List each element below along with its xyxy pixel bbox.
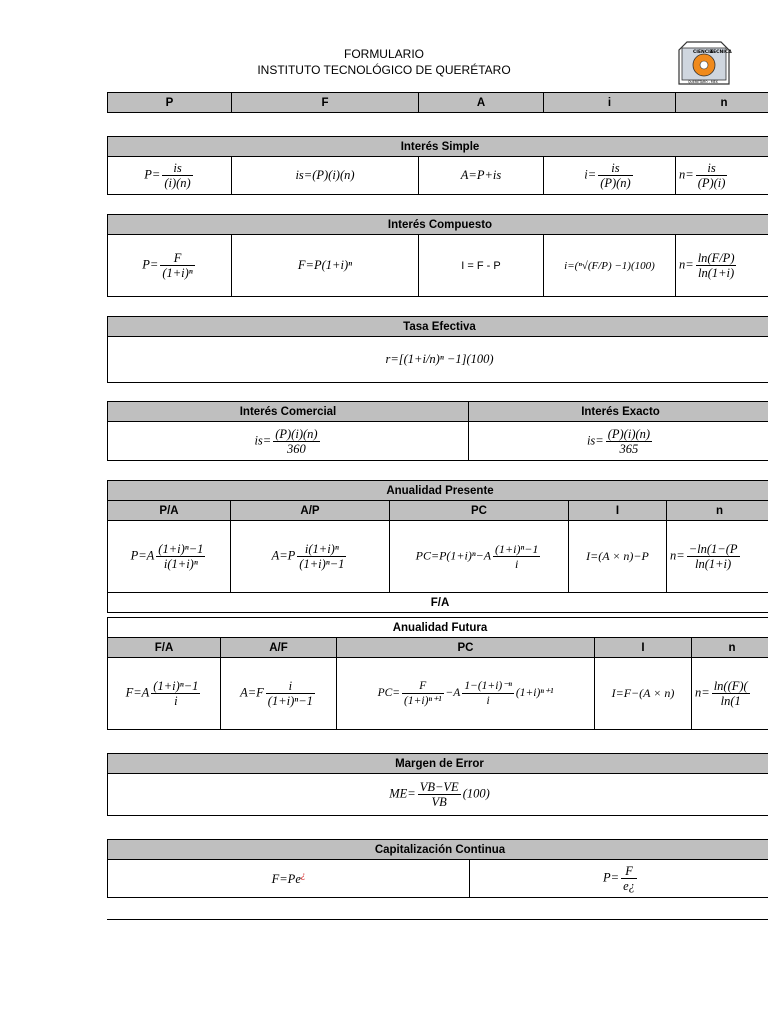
- anualidad-futura-table: [107, 617, 768, 730]
- interes-compuesto-title: Interés Compuesto: [108, 215, 768, 235]
- var-n: n: [676, 93, 768, 113]
- margen-error-title: Margen de Error: [108, 754, 768, 774]
- capitalizacion-title: Capitalización Continua: [108, 840, 768, 860]
- comercial-formula: is= $\frac{(P)(i)(n)}{360}$: [108, 422, 469, 461]
- ap-col-ap: A/P: [231, 501, 390, 521]
- ap-n-formula: n= $\frac{-\ln(1-(P}{\ln(1+i)}$: [667, 521, 768, 593]
- header-line1: FORMULARIO: [343, 47, 424, 61]
- tasa-efectiva-title: Tasa Efectiva: [108, 317, 768, 337]
- ap-col-pc: PC: [390, 501, 569, 521]
- fa-label: F/A: [108, 593, 768, 613]
- anualidad-futura-title: Anualidad Futura: [108, 618, 768, 638]
- simple-p-formula: P= $\frac{is}{(i)(n)}$: [108, 157, 232, 195]
- header-line2: INSTITUTO TECNOLÓGICO DE QUERÉTARO: [257, 63, 511, 77]
- margen-error-formula: ME= $\frac{VB-VE}{VB}$ (100): [108, 774, 768, 816]
- simple-a-formula: A=P+is: [419, 157, 544, 195]
- simple-i-formula: i= $\frac{is}{(P)(n)}$: [544, 157, 676, 195]
- interes-exacto-title: Interés Exacto: [469, 402, 768, 422]
- var-p: P: [108, 93, 232, 113]
- ap-col-n: n: [667, 501, 768, 521]
- capitalizacion-table: [107, 839, 768, 898]
- af-n-formula: n= $\frac{\ln((F)(}{\ln(1}$: [692, 658, 768, 730]
- footer-rule: [107, 919, 768, 920]
- compuesto-interest-formula: I = F - P: [419, 235, 544, 297]
- anualidad-presente-title: Anualidad Presente: [108, 481, 768, 501]
- interes-compuesto-table: [107, 214, 768, 297]
- compuesto-i-formula: i=(ⁿ√(F/P) −1)(100): [544, 235, 676, 297]
- af-af-formula: A=F $\frac{i}{\text{(1+i)ⁿ−1}}$: [221, 658, 337, 730]
- af-col-i: I: [595, 638, 692, 658]
- interes-comercial-title: Interés Comercial: [108, 402, 469, 422]
- var-i: i: [544, 93, 676, 113]
- comercial-exacto-table: [107, 401, 768, 461]
- af-i-formula: I=F−(A × n): [595, 658, 692, 730]
- interes-simple-table: [107, 136, 768, 195]
- tasa-efectiva-table: [107, 316, 768, 383]
- af-col-n: n: [692, 638, 768, 658]
- anualidad-presente-table: [107, 480, 768, 613]
- af-col-fa: F/A: [108, 638, 221, 658]
- institute-logo: [673, 40, 735, 90]
- ap-col-i: I: [569, 501, 667, 521]
- ap-pa-formula: P=A $\frac{\text{(1+i)ⁿ−1}}{\text{i(1+i)ⁿ}}$: [108, 521, 231, 593]
- capitalizacion-p-formula: P= $\frac{F}{e¿}$: [470, 860, 768, 898]
- af-pc-formula: PC= $\frac{F}{\text{(1+i)ⁿ⁺¹}}$ −A $\frac{\text{1−(1+i)⁻ⁿ}}{i}$ (1+i)ⁿ⁺¹: [337, 658, 595, 730]
- ap-col-pa: P/A: [108, 501, 231, 521]
- tasa-efectiva-formula: r=[(1+i/n)ⁿ −1](100): [108, 337, 768, 383]
- ap-i-formula: I=(A × n)−P: [569, 521, 667, 593]
- compuesto-p-formula: P= $\frac{F}{\text{(1+i)ⁿ}}$: [108, 235, 232, 297]
- variables-table: [107, 92, 768, 113]
- logo-text-top: CIENCIA: [693, 50, 714, 55]
- exacto-formula: is= $\frac{(P)(i)(n)}{365}$: [469, 422, 768, 461]
- af-col-af: A/F: [221, 638, 337, 658]
- ap-pc-formula: PC=P(1+i)ⁿ−A $\frac{\text{(1+i)ⁿ−1}}{i}$: [390, 521, 569, 593]
- af-fa-formula: F=A $\frac{\text{(1+i)ⁿ−1}}{i}$: [108, 658, 221, 730]
- simple-is-formula: is=(P)(i)(n): [232, 157, 419, 195]
- document-header: [0, 46, 768, 78]
- capitalizacion-f-formula: F=Pe¿: [108, 860, 470, 898]
- compuesto-n-formula: n= $\frac{\ln(F/P)}{\ln(1+i)}$: [676, 235, 768, 297]
- var-f: F: [232, 93, 419, 113]
- logo-text-right: TECNICA: [710, 50, 732, 55]
- margen-error-table: [107, 753, 768, 816]
- compuesto-f-formula: F=P(1+i)ⁿ: [232, 235, 419, 297]
- simple-n-formula: n= $\frac{is}{(P)(i)}$: [676, 157, 768, 195]
- interes-simple-title: Interés Simple: [108, 137, 768, 157]
- var-a: A: [419, 93, 544, 113]
- logo-text-bottom: QUERÉTARO - MEX: [688, 80, 718, 84]
- af-col-pc: PC: [337, 638, 595, 658]
- ap-ap-formula: A=P $\frac{\text{i(1+i)ⁿ}}{\text{(1+i)ⁿ−1}}$: [231, 521, 390, 593]
